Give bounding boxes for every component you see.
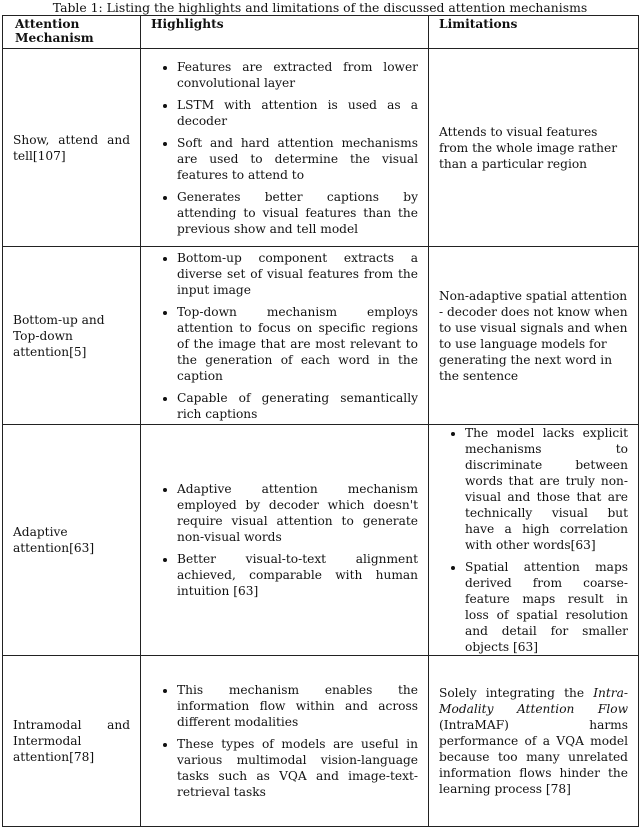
table-row xyxy=(3,425,639,656)
mechanism-cell: Intramodal and Intermodal attention[78] xyxy=(3,656,141,827)
highlight-item: • Soft and hard attention mechanisms are used to determine the visual features to attend to xyxy=(177,135,418,183)
highlight-item: • Bottom-up component extracts a diverse set of visual features from the input image xyxy=(177,250,418,298)
limitation-text: (IntraMAF) harms performance of a VQA model because too many unrelated information flows hinder the learning process [78] xyxy=(439,718,628,796)
highlight-item: • LSTM with attention is used as a decoder xyxy=(177,97,418,129)
table-header-row xyxy=(3,16,639,49)
table-row xyxy=(3,247,639,425)
limitations-cell xyxy=(429,656,639,827)
highlight-item: • Features are extracted from lower convolutional layer xyxy=(177,59,418,91)
highlights-cell xyxy=(141,247,429,425)
limitations-cell: Attends to visual features from the whole image rather than a particular region xyxy=(429,49,639,247)
highlight-item: • Capable of generating semantically rich captions xyxy=(177,390,418,422)
highlights-cell xyxy=(141,656,429,827)
table-row xyxy=(3,656,639,827)
highlight-item: • Generates better captions by attending to visual features than the previous show and tell model xyxy=(177,189,418,237)
table-row xyxy=(3,49,639,247)
limitation-emphasis: Intra-Modality Attention Flow xyxy=(439,686,628,716)
highlight-item: • Top-down mechanism employs attention to focus on specific regions of the image that are most relevant to the generation of each word in the caption xyxy=(177,304,418,384)
limitation-item: • The model lacks explicit mechanisms to discriminate between words that are truly non-visual and those that are technically visual but have a high correlation with other words[63] xyxy=(465,425,628,553)
table-caption: Table 1: Listing the highlights and limitations of the discussed attention mechanisms xyxy=(52,0,588,15)
highlights-cell xyxy=(141,49,429,247)
mechanism-cell: Show, attend and tell[107] xyxy=(3,49,141,247)
limitations-cell xyxy=(429,425,639,656)
header-highlights: Highlights xyxy=(141,16,429,49)
limitation-text: Solely integrating the xyxy=(439,686,594,700)
highlight-item: • This mechanism enables the information flow within and across different modalities xyxy=(177,682,418,730)
highlights-cell xyxy=(141,425,429,656)
highlight-item: • These types of models are useful in various multimodal vision-language tasks such as VQA and image-text-retrieval tasks xyxy=(177,736,418,800)
limitation-item: • Spatial attention maps derived from coarse-feature maps result in loss of spatial resolution and detail for smaller objects [63] xyxy=(465,559,628,655)
mechanism-cell: Adaptive attention[63] xyxy=(3,425,141,656)
header-mechanism: Attention Mechanism xyxy=(3,16,141,49)
attention-mechanisms-table xyxy=(2,15,639,827)
mechanism-cell: Bottom-up and Top-down attention[5] xyxy=(3,247,141,425)
header-limitations: Limitations xyxy=(429,16,639,49)
highlight-item: • Adaptive attention mechanism employed by decoder which doesn't require visual attention to generate non-visual words xyxy=(177,481,418,545)
highlight-item: • Better visual-to-text alignment achieved, comparable with human intuition [63] xyxy=(177,551,418,599)
limitations-cell: Non-adaptive spatial attention - decoder does not know when to use visual signals and when to use language models for generating the next word in the sentence xyxy=(429,247,639,425)
